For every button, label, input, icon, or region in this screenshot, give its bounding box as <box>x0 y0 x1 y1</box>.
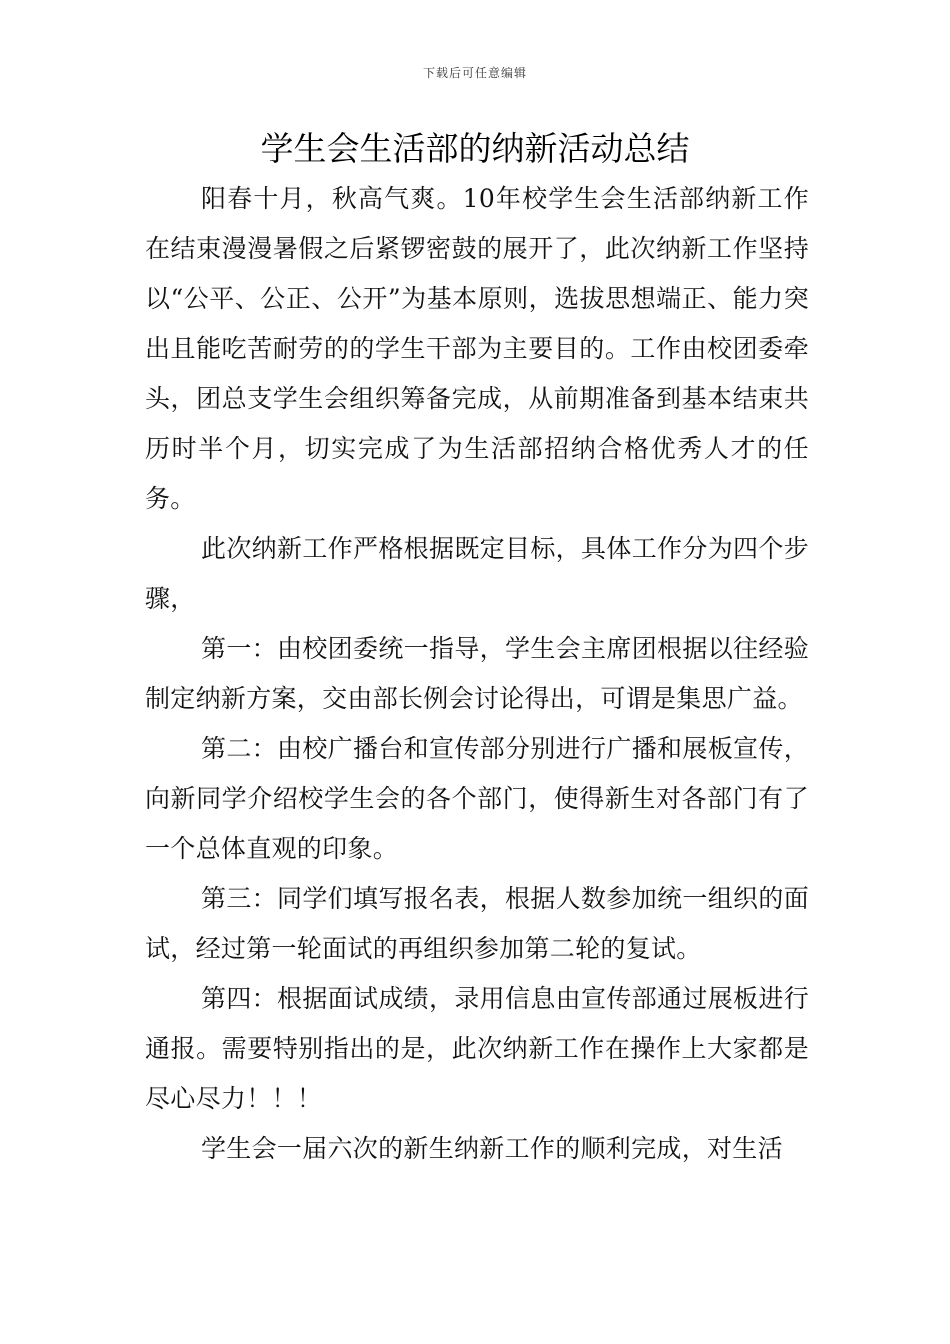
paragraph-conclusion: 学生会一届六次的新生纳新工作的顺利完成，对生活 <box>201 1134 783 1163</box>
paragraph-step-one: 第一：由校团委统一指导，学生会主席团根据以往经验制定纳新方案，交由部长例会讨论得出，可谓是集思广益。 <box>145 634 809 713</box>
paragraph-intro: 阳春十月，秋高气爽。10年校学生会生活部纳新工作在结束漫漫暑假之后紧锣密鼓的展开了，此次纳新工作坚持以“公平、公正、公开”为基本原则，选拔思想端正、能力突出且能吃苦耐劳的的学生干部为主要目的。工作由校团委牵头，团总支学生会组织筹备完成，从前期准备到基本结束共历时半个月，切实完成了为生活部招纳合格优秀人才的任务。 <box>145 184 809 513</box>
paragraph-step-three: 第三：同学们填写报名表，根据人数参加统一组织的面试，经过第一轮面试的再组织参加第二轮的复试。 <box>145 884 809 963</box>
paragraph-step-four: 第四：根据面试成绩，录用信息由宣传部通过展板进行通报。需要特别指出的是，此次纳新工作在操作上大家都是尽心尽力！！！ <box>145 984 809 1113</box>
paragraph-step-two: 第二：由校广播台和宣传部分别进行广播和展板宣传，向新同学介绍校学生会的各个部门，使得新生对各部门有了一个总体直观的印象。 <box>145 734 809 863</box>
document-title: 学生会生活部的纳新活动总结 <box>260 129 690 168</box>
document-body <box>145 174 809 1174</box>
header-note: 下载后可任意编辑 <box>422 66 527 80</box>
paragraph-steps-intro: 此次纳新工作严格根据既定目标，具体工作分为四个步骤， <box>145 534 809 613</box>
